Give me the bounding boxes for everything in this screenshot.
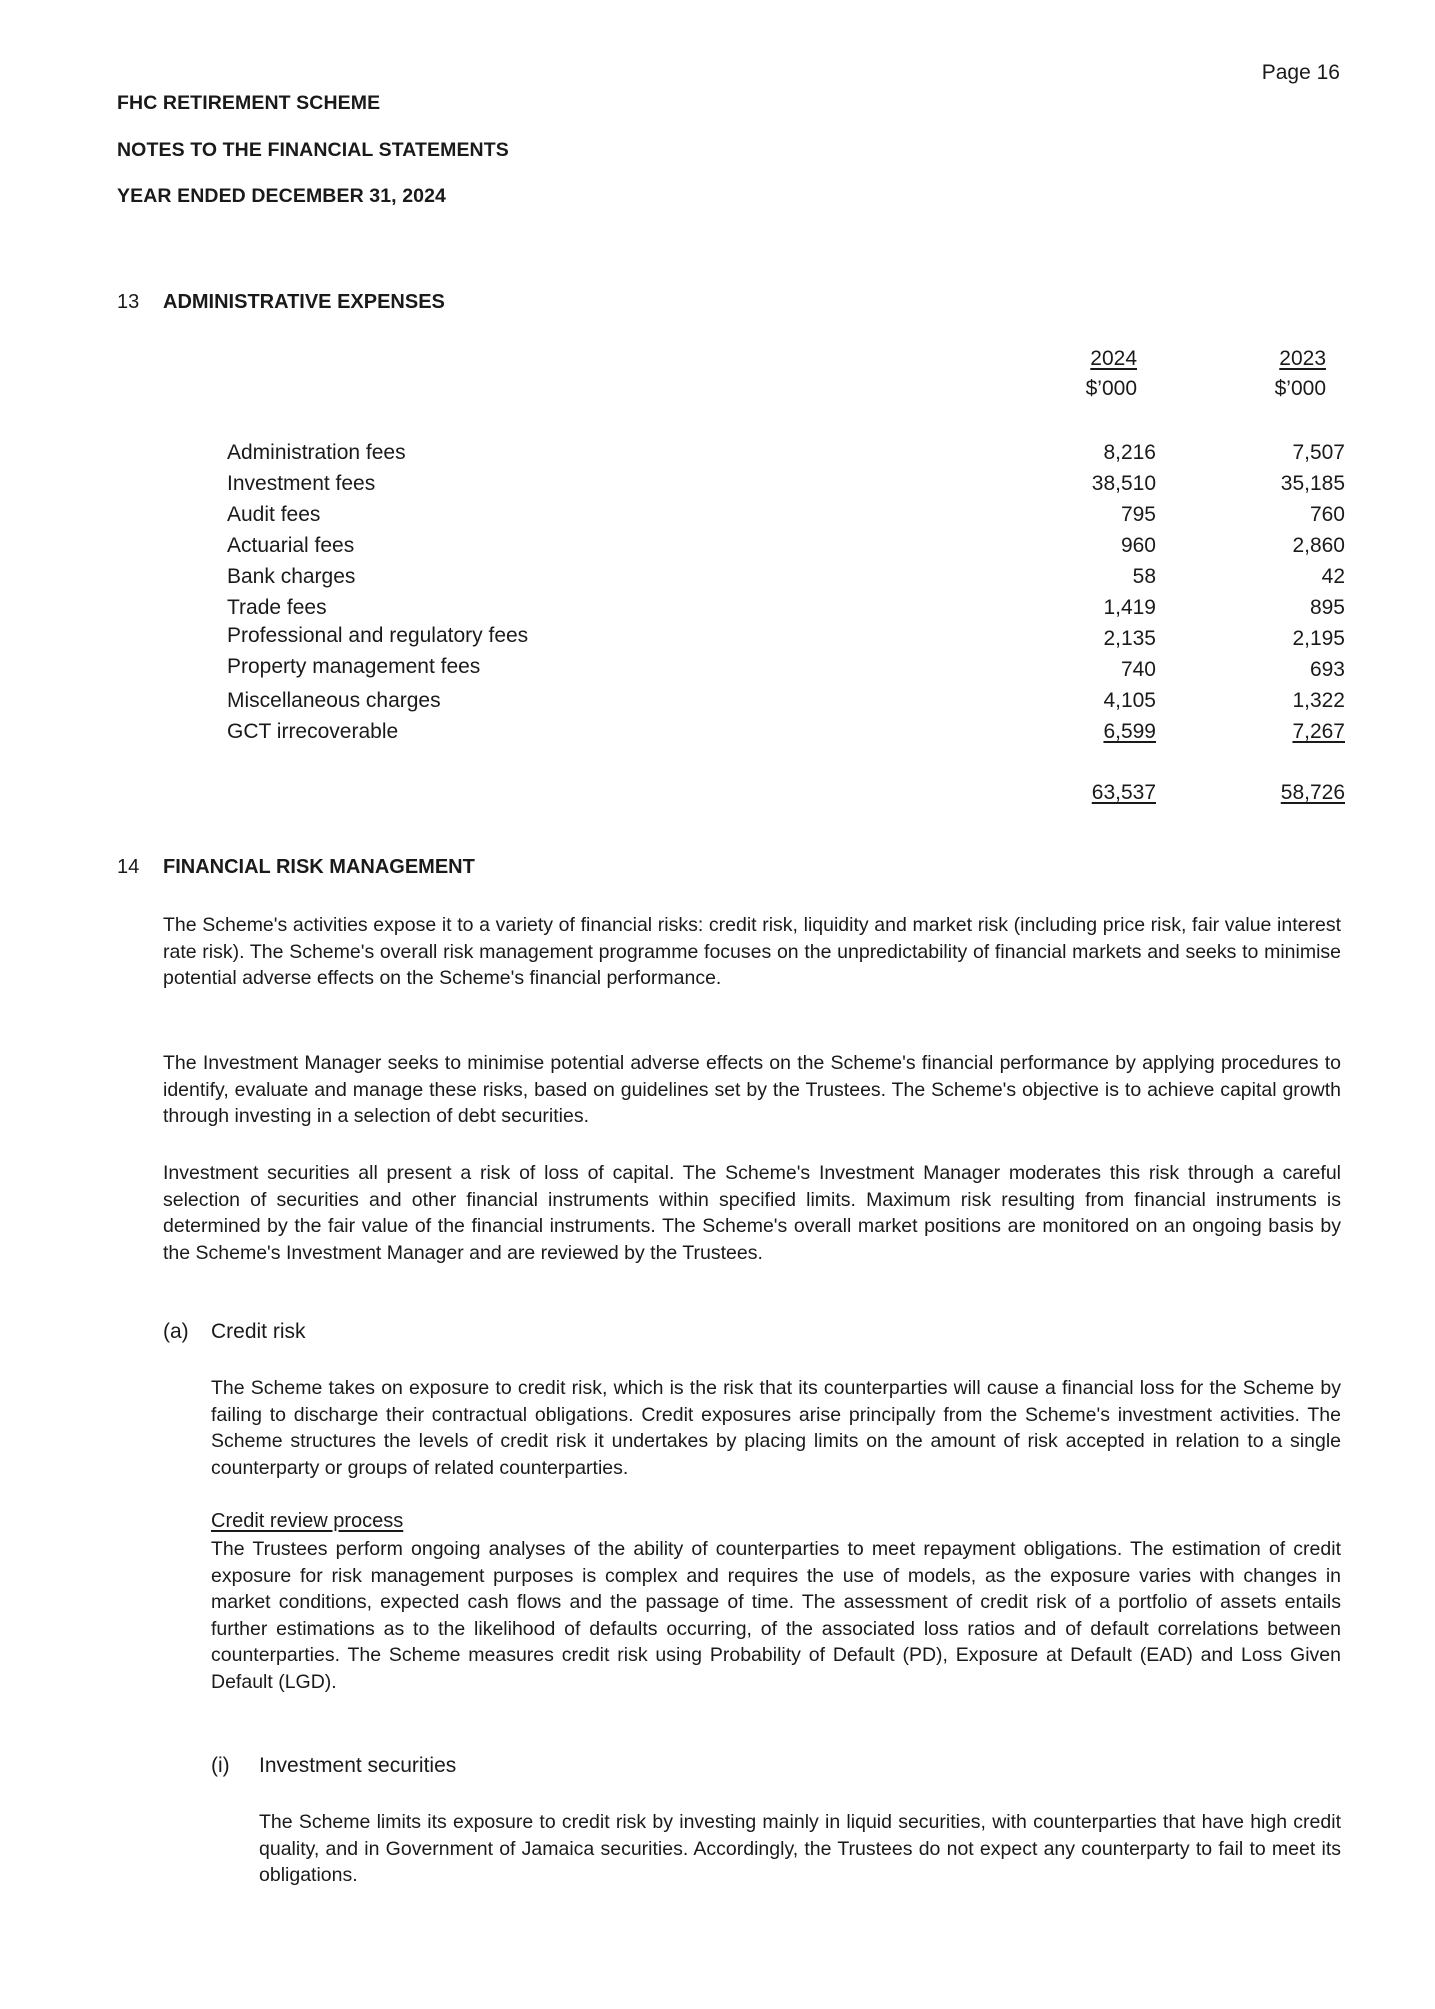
expense-value-2024: 740 [1120,658,1156,681]
expense-value-2024: 4,105 [1103,689,1156,712]
company-name: FHC RETIREMENT SCHEME [117,92,381,114]
expense-value-2023: 2,195 [1292,627,1345,650]
total-2024: 63,537 [1091,781,1156,804]
investment-securities-marker: (i) [211,1754,230,1777]
expense-label: Miscellaneous charges [227,689,441,712]
expense-label: Actuarial fees [227,534,355,557]
credit-review-heading: Credit review process [211,1510,404,1532]
note-14-number: 14 [117,856,140,878]
credit-risk-title: Credit risk [211,1320,306,1343]
risk-paragraph-1: The Scheme's activities expose it to a variety of financial risks: credit risk, liquidity and market risk (including price risk, fair value interest rate risk). The Scheme's overall risk management programme focuses on the unpredictability of financial markets and seeks to minimise potential adverse effects on the Scheme's financial performance. [163,914,1341,989]
risk-paragraph-2: The Investment Manager seeks to minimise potential adverse effects on the Scheme's financial performance by applying procedures to identify, evaluate and manage these risks, based on guidelines set by the Trustees. The Scheme's objective is to achieve capital growth through investing in a selection of debt securities. [163,1052,1341,1127]
column-unit-2024: $’000 [1085,377,1137,400]
expense-value-2024: 795 [1120,503,1156,526]
credit-risk-marker: (a) [163,1320,189,1343]
expense-label: Investment fees [227,472,376,495]
document-title: NOTES TO THE FINANCIAL STATEMENTS [117,139,509,161]
column-year-2024: 2024 [1090,347,1137,370]
expense-label: Bank charges [227,565,356,588]
expense-label: Trade fees [227,596,327,619]
expense-value-2024: 38,510 [1091,472,1156,495]
expense-label: Professional and regulatory fees [227,624,529,647]
expense-value-2023: 7,507 [1292,441,1345,464]
expense-value-2024: 1,419 [1103,596,1156,619]
expense-label: Audit fees [227,503,321,526]
investment-securities-paragraph: The Scheme limits its exposure to credit risk by investing mainly in liquid securities, with counterparties that have high credit quality, and in Government of Jamaica securities. Accordingly, the Trustees do not expect any counterparty to fail to meet its obligations. [259,1811,1341,1886]
note-13-number: 13 [117,291,140,313]
page-number: Page 16 [1261,61,1340,84]
expense-value-2024: 8,216 [1103,441,1156,464]
risk-paragraph-3: Investment securities all present a risk of loss of capital. The Scheme's Investment Manager moderates this risk through a careful selection of securities and other financial instruments within specified limits. Maximum risk resulting from financial instruments is determined by the fair value of the financial instruments. The Scheme's overall market positions are monitored on an ongoing basis by the Scheme's Investment Manager and are reviewed by the Trustees. [163,1162,1341,1264]
expense-value-2023: 895 [1309,596,1345,619]
note-13-title: ADMINISTRATIVE EXPENSES [163,291,445,313]
expense-value-2024: 960 [1120,534,1156,557]
total-2023: 58,726 [1280,781,1345,804]
expense-value-2023: 693 [1309,658,1345,681]
credit-review-paragraph: The Trustees perform ongoing analyses of the ability of counterparties to meet repayment obligations. The estimation of credit exposure for risk management purposes is complex and requires the use of models, as the exposure varies with changes in market conditions, expected cash flows and the passage of time. The assessment of credit risk of a portfolio of assets entails further estimations as to the likelihood of defaults occurring, of the associated loss ratios and of default correlations between counterparties. The Scheme measures credit risk using Probability of Default (PD), Exposure at Default (EAD) and Loss Given Default (LGD). [211,1538,1341,1693]
period-title: YEAR ENDED DECEMBER 31, 2024 [117,185,446,207]
expense-value-2023: 1,322 [1292,689,1345,712]
expense-label: GCT irrecoverable [227,720,399,743]
expense-value-2023: 760 [1309,503,1345,526]
expense-label: Administration fees [227,441,406,464]
expense-label: Property management fees [227,655,481,678]
expense-value-2023: 35,185 [1280,472,1345,495]
note-14-title: FINANCIAL RISK MANAGEMENT [163,856,475,878]
column-year-2023: 2023 [1279,347,1326,370]
column-unit-2023: $’000 [1274,377,1326,400]
expense-value-2023: 7,267 [1292,720,1345,743]
expense-value-2024: 2,135 [1103,627,1156,650]
credit-risk-paragraph: The Scheme takes on exposure to credit risk, which is the risk that its counterparties will cause a financial loss for the Scheme by failing to discharge their contractual obligations. Credit exposures arise principally from the Scheme's investment activities. The Scheme structures the levels of credit risk it undertakes by placing limits on the amount of risk accepted in relation to a single counterparty or groups of related counterparties. [211,1377,1341,1479]
expense-value-2024: 6,599 [1103,720,1156,743]
investment-securities-title: Investment securities [259,1754,457,1777]
expense-value-2024: 58 [1132,565,1156,588]
expense-value-2023: 2,860 [1292,534,1345,557]
expense-value-2023: 42 [1321,565,1345,588]
